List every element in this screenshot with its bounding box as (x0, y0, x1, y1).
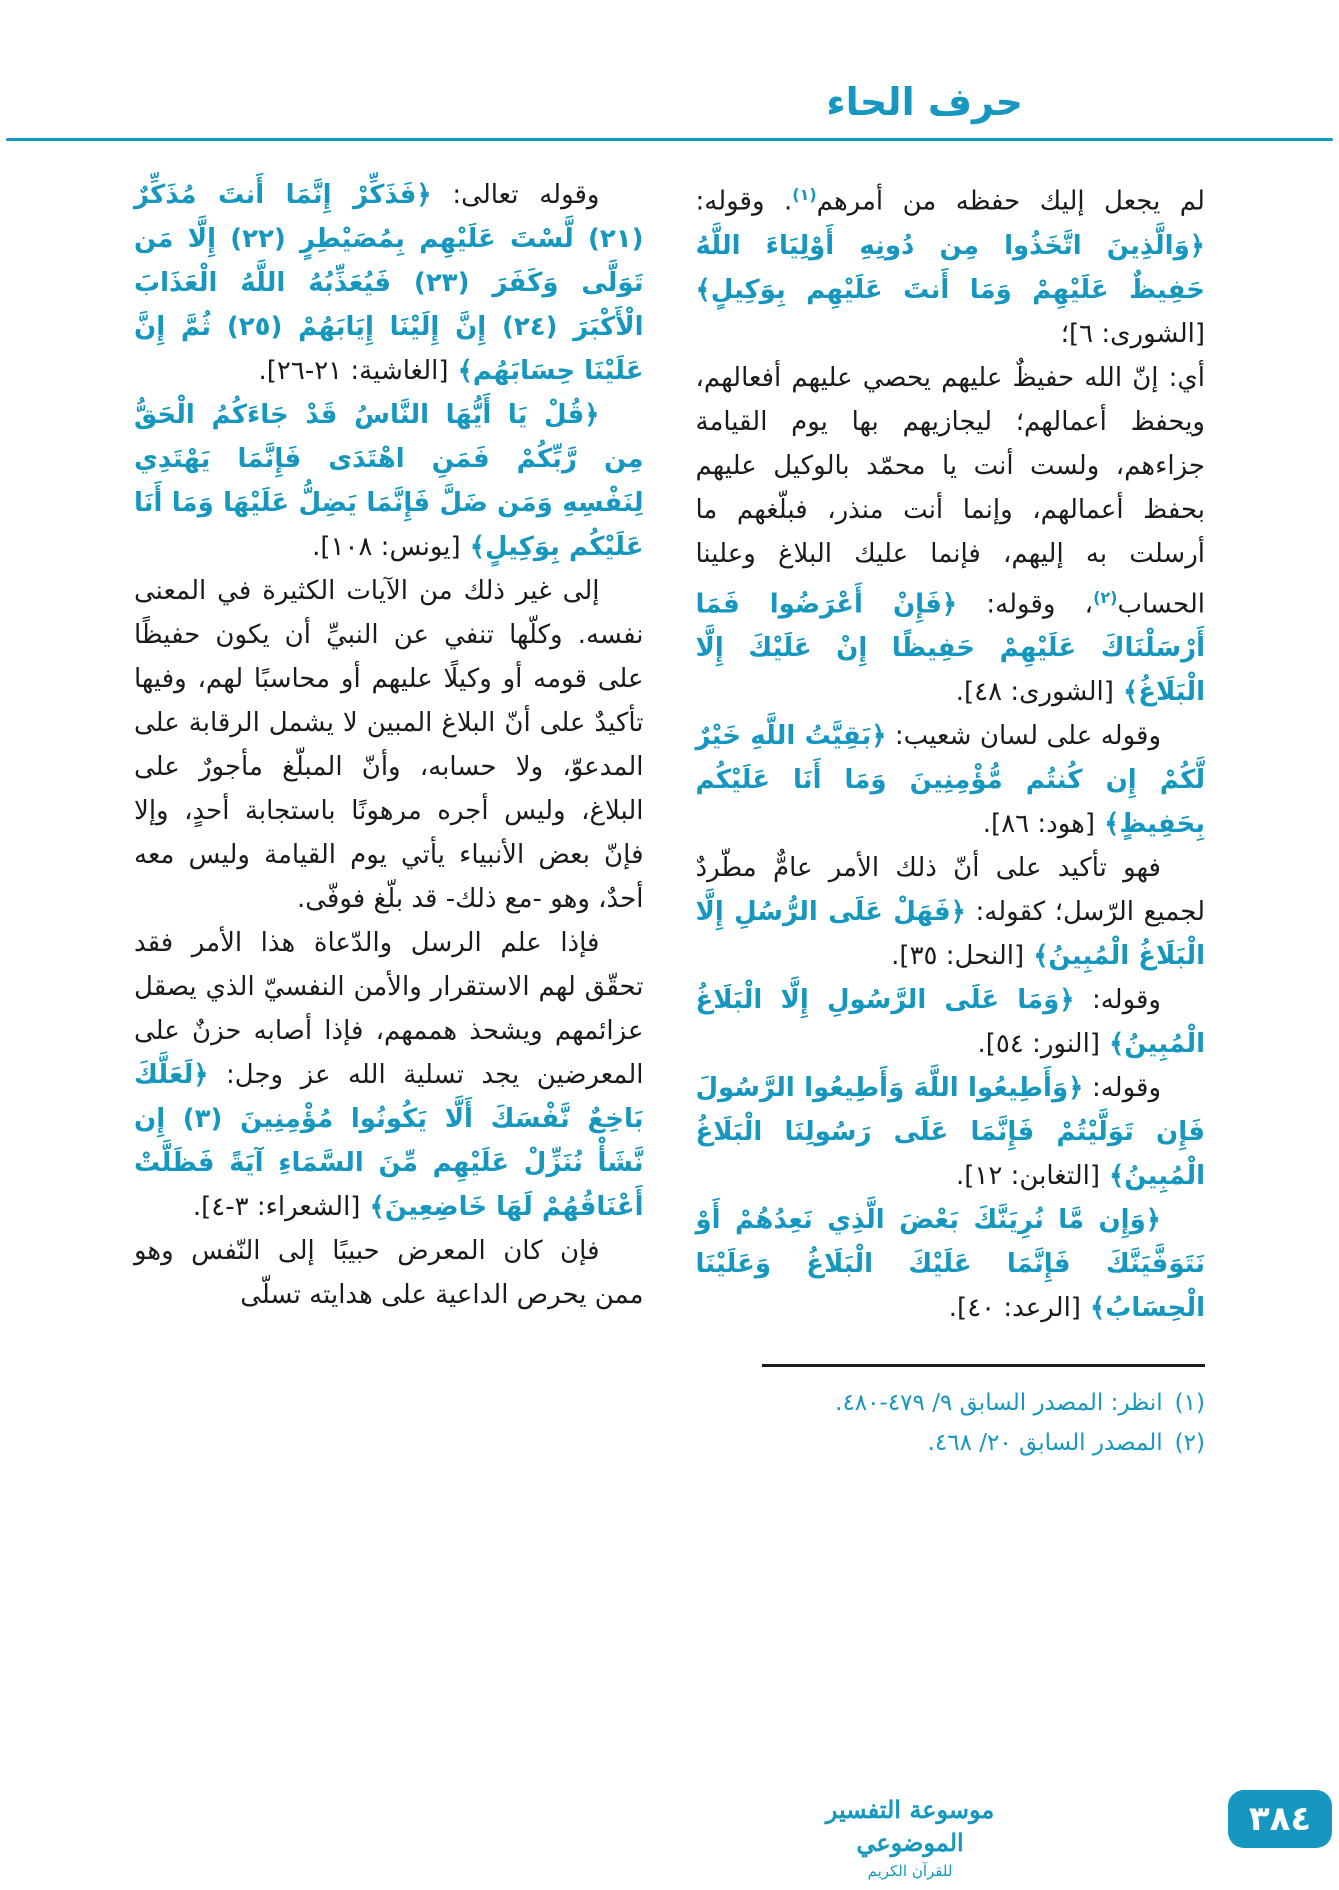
footnote (696, 1423, 1206, 1463)
footnote-text: انظر: المصدر السابق ٩/ ٤٧٩-٤٨٠. (835, 1390, 1163, 1417)
footnote (696, 1383, 1206, 1423)
body-text: وقوله: (1083, 1073, 1161, 1104)
quran-verse: ﴿فَإِنْ أَعْرَضُوا فَمَا أَرْسَلْنَاكَ عَلَيْهِمْ حَفِيظًا إِنْ عَلَيْكَ إِلَّا الْبَلَاغُ﴾ (695, 589, 1205, 708)
body-text: إلى غير ذلك من الآيات الكثيرة في المعنى نفسه. وكلّها تنفي عن النبيِّ أن يكون حفيظًا على قومه أو وكيلًا عليهم أو محاسبًا لهم، وفيها تأكيدٌ على أنّ البلاغ المبين لا يشمل الرقابة على المدعوّ، ولا حسابه، وأنّ المبلّغ مأجورٌ على البلاغ، وليس أجره مرهونًا باستجابة أحدٍ، وإلا فإنّ بعض الأنبياء يأتي يوم القيامة وليس معه أحدٌ، وهو -مع ذلك- قد بلّغ فوفّى. (134, 576, 644, 914)
verse-reference: [الشعراء: ٣-٤]. (192, 1192, 361, 1222)
paragraph (696, 978, 1206, 1066)
verse-reference: [الرعد: ٤٠]. (948, 1293, 1081, 1324)
verse-reference: [الغاشية: ٢١-٢٦]. (258, 356, 449, 386)
section-title: حرف الحاء (826, 80, 1023, 124)
text-columns (134, 173, 1205, 1463)
paragraph (696, 173, 1206, 356)
footnote-marker: (٢) (1093, 587, 1118, 607)
paragraph (696, 356, 1206, 715)
quran-verse: ﴿وَإِن مَّا نُرِيَنَّكَ بَعْضَ الَّذِي نَعِدُهُمْ أَوْ نَتَوَفَّيَنَّكَ فَإِنَّمَا عَلَيْكَ الْبَلَاغُ وَعَلَيْنَا الْحِسَابُ﴾ (695, 1205, 1205, 1324)
quran-verse: ﴿فَذَكِّرْ إِنَّمَا أَنتَ مُذَكِّرٌ (٢١) لَّسْتَ عَلَيْهِم بِمُصَيْطِرٍ (٢٢) إِلَّا مَن تَوَلَّى وَكَفَرَ (٢٣) فَيُعَذِّبُهُ اللَّهُ الْعَذَابَ الْأَكْبَرَ (٢٤) إِنَّ إِلَيْنَا إِيَابَهُمْ (٢٥) ثُمَّ إِنَّ عَلَيْنَا حِسَابَهُم﴾ (134, 180, 644, 386)
paragraph (134, 393, 644, 569)
quran-verse: ﴿فَهَلْ عَلَى الرُّسُلِ إِلَّا الْبَلَاغُ الْمُبِينُ﴾ (695, 897, 1205, 972)
body-text: وقوله: (1074, 985, 1161, 1016)
paragraph (134, 569, 644, 921)
footnote-marker: (١) (792, 185, 817, 204)
body-text: وقوله تعالى: (431, 180, 600, 210)
body-text: أي: إنّ الله حفيظٌ عليهم يحصي عليهم أفعالهم، ويحفظ أعمالهم؛ ليجازيهم بها يوم القيامة جزاءهم، ولست أنت يا محمّد بالوكيل عليهم بحفظ أعمالهم، وإنما أنت منذر، فبلّغهم ما أرسلت به إليهم، فإنما عليك البلاغ وعلينا الحساب (695, 362, 1205, 620)
footnote-divider (762, 1364, 1205, 1367)
quran-verse: ﴿وَمَا عَلَى الرَّسُولِ إِلَّا الْبَلَاغُ الْمُبِينُ﴾ (695, 985, 1205, 1060)
footnotes (696, 1383, 1206, 1463)
column-right-text (696, 173, 1206, 1330)
verse-reference: [يونس: ١٠٨]. (312, 532, 461, 562)
quran-verse: ﴿وَأَطِيعُوا اللَّهَ وَأَطِيعُوا الرَّسُولَ فَإِن تَوَلَّيْتُمْ فَإِنَّمَا عَلَى رَسُولِنَا الْبَلَاغُ الْمُبِينُ﴾ (695, 1073, 1205, 1192)
paragraph (134, 921, 644, 1229)
footnote-block (696, 1364, 1206, 1463)
page-header (0, 0, 1339, 138)
verse-reference: [الشورى: ٤٨]. (955, 677, 1114, 708)
body-text: فهو تأكيد على أنّ ذلك الأمر عامٌّ مطّردٌ لجميع الرّسل؛ كقوله: (695, 853, 1205, 928)
paragraph (696, 1066, 1206, 1198)
quran-verse: ﴿وَالَّذِينَ اتَّخَذُوا مِن دُونِهِ أَوْلِيَاءَ اللَّهُ حَفِيظٌ عَلَيْهِمْ وَمَا أَنتَ عَلَيْهِم بِوَكِيلٍ﴾ (695, 230, 1205, 305)
column-right (696, 173, 1206, 1463)
verse-reference: [التغابن: ١٢]. (955, 1161, 1100, 1192)
page-number: ٣٨٤ (1248, 1799, 1312, 1839)
body-text: فإن كان المعرض حبيبًا إلى النّفس وهو ممن يحرص الداعية على هدايته تسلّى (134, 1236, 644, 1310)
footnote-number: (٢) (1174, 1430, 1205, 1457)
quran-verse: ﴿بَقِيَّتُ اللَّهِ خَيْرٌ لَّكُمْ إِن كُنتُم مُّؤْمِنِينَ وَمَا أَنَا عَلَيْكُم بِحَفِيظٍ﴾ (695, 721, 1205, 840)
paragraph (696, 1198, 1206, 1330)
column-left (134, 173, 644, 1317)
footnote-text: المصدر السابق ٢٠/ ٤٦٨. (927, 1430, 1163, 1457)
body-text: وقوله على لسان شعيب: (886, 721, 1161, 752)
verse-reference: [هود: ٨٦]. (982, 809, 1096, 840)
body-text: . وقوله: (695, 186, 793, 217)
paragraph (134, 173, 644, 393)
quran-verse: ﴿لَعَلَّكَ بَاخِعٌ نَّفْسَكَ أَلَّا يَكُونُوا مُؤْمِنِينَ (٣) إِن نَّشَأْ نُنَزِّلْ عَلَيْهِم مِّنَ السَّمَاءِ آيَةً فَظَلَّتْ أَعْنَاقُهُمْ لَهَا خَاضِعِينَ﴾ (134, 1060, 644, 1222)
paragraph (696, 846, 1206, 978)
paragraph (696, 714, 1206, 846)
paragraph (134, 1229, 644, 1317)
quran-verse: ﴿قُلْ يَا أَيُّهَا النَّاسُ قَدْ جَاءَكُمُ الْحَقُّ مِن رَّبِّكُمْ فَمَنِ اهْتَدَى فَإِنَّمَا يَهْتَدِي لِنَفْسِهِ وَمَن ضَلَّ فَإِنَّمَا يَضِلُّ عَلَيْهَا وَمَا أَنَا عَلَيْكُم بِوَكِيلٍ﴾ (134, 400, 644, 562)
verse-reference: [الشورى: ٦]؛ (1060, 318, 1205, 349)
body-text: لم يجعل إليك حفظه من أمرهم (816, 186, 1205, 217)
column-left-text (134, 173, 644, 1317)
body-text: ، وقوله: (957, 589, 1094, 620)
verse-reference: [النور: ٥٤]. (977, 1029, 1100, 1060)
footnote-number: (١) (1174, 1390, 1205, 1417)
verse-reference: [النحل: ٣٥]. (891, 941, 1025, 972)
page-number-badge (1228, 1790, 1332, 1848)
publisher-logo (803, 1794, 1017, 1880)
publisher-logo-title: موسوعة التفسير الموضوعي (825, 1795, 995, 1857)
header-divider (6, 138, 1333, 141)
body-text: فإذا علم الرسل والدّعاة هذا الأمر فقد تحقّق لهم الاستقرار والأمن النفسيّ الذي يصقل عزائمهم ويشحذ هممهم، فإذا أصابه حزنٌ على المعرضين يجد تسلية الله عز وجل: (134, 928, 644, 1090)
publisher-logo-subtitle: للقرآن الكريم (867, 1862, 953, 1880)
